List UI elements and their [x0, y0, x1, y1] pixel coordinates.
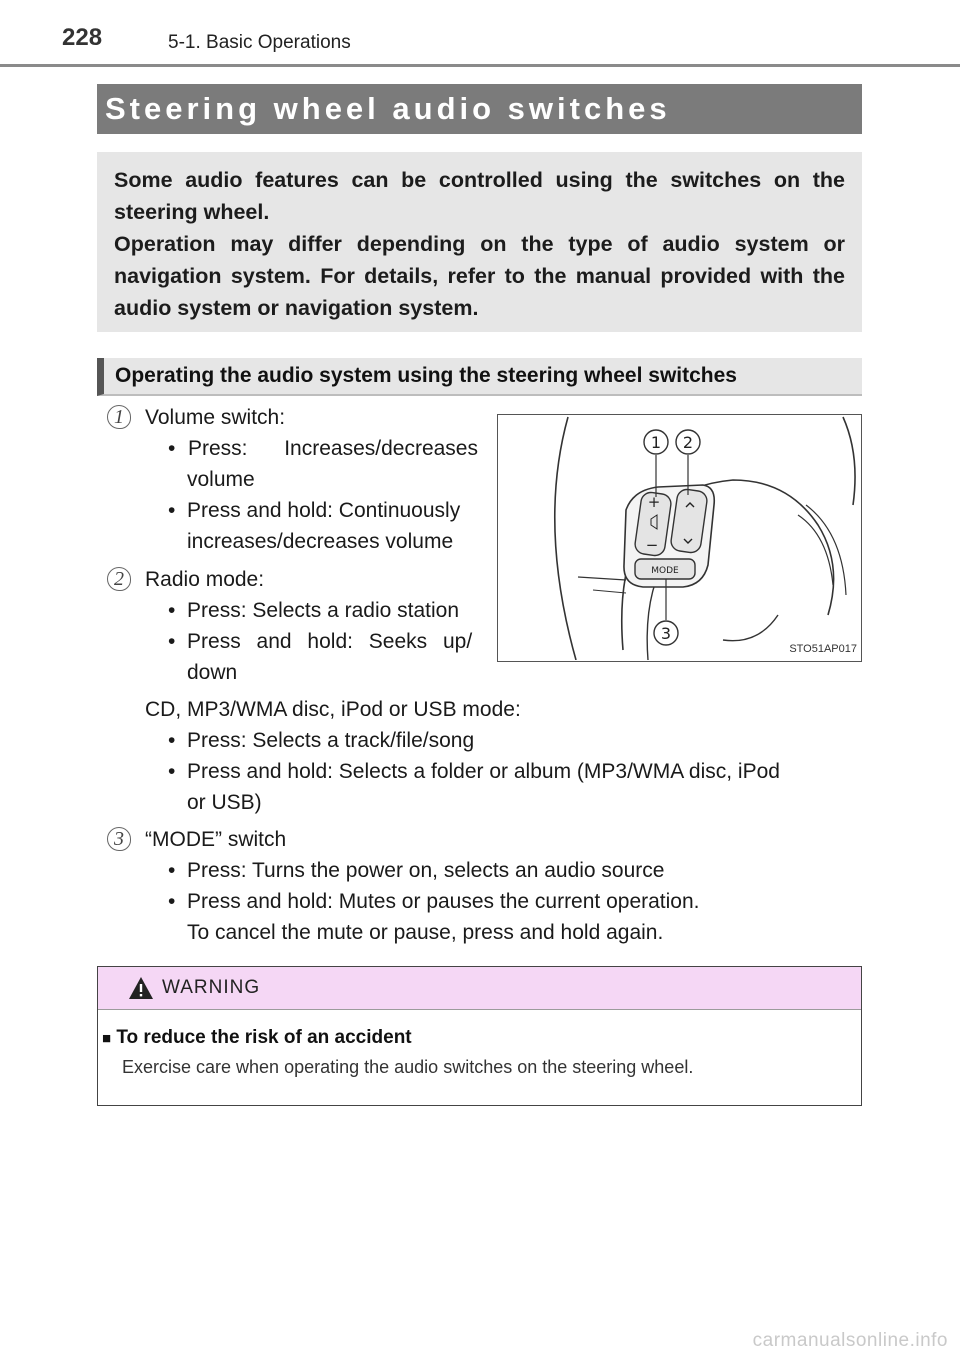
- bullet-text: Press: Selects a radio station: [187, 599, 459, 622]
- page-title: [97, 84, 862, 134]
- callout-1: 1: [650, 433, 662, 452]
- footer-watermark: carmanualsonline.info: [752, 1330, 948, 1351]
- bullet-continuation: down: [187, 661, 238, 684]
- warning-header: [98, 967, 861, 1010]
- item-number-badge: 2: [107, 567, 131, 591]
- steering-switch-illustration: [497, 414, 862, 662]
- warning-item-title: ■ To reduce the risk of an accident: [102, 1027, 412, 1048]
- bullet-dot: •: [168, 890, 188, 913]
- list-item: [168, 595, 459, 626]
- bullet-dot: •: [168, 499, 188, 522]
- bullet-dot: •: [168, 729, 188, 752]
- bullet-continuation: volume: [187, 468, 255, 491]
- figure-caption: STO51AP017: [789, 643, 857, 655]
- bullet-text: Press: Selects a track/file/song: [187, 729, 475, 752]
- bullet-text: Press and hold: Seeks up/: [187, 630, 473, 653]
- intro-line-1: Some audio features can be controlled using the switches on the steering wheel.: [114, 168, 845, 224]
- list-item: [168, 725, 474, 756]
- item-title: Radio mode:: [145, 568, 265, 591]
- bullet-text: Press and hold: Selects a folder or album (MP3/WMA disc, iPod: [187, 760, 780, 783]
- callout-2: 2: [682, 433, 694, 452]
- page-title-text: Steering wheel audio switches: [105, 91, 671, 126]
- intro-box: [97, 152, 862, 332]
- list-item: [168, 495, 460, 526]
- section-label: 5-1. Basic Operations: [168, 32, 351, 53]
- bullet-continuation: increases/decreases volume: [187, 530, 454, 553]
- bullet-continuation: To cancel the mute or pause, press and hold again.: [187, 921, 664, 944]
- bullet-dot: •: [168, 437, 176, 460]
- callout-3: 3: [660, 624, 672, 643]
- bullet-dot: •: [168, 599, 188, 622]
- steering-wheel-drawing: [498, 415, 860, 660]
- item-number-badge: 3: [107, 827, 131, 851]
- warning-triangle-icon: [128, 976, 154, 1000]
- svg-text:+: +: [647, 493, 661, 511]
- header-divider: [0, 64, 960, 67]
- list-item: [168, 855, 664, 886]
- square-bullet-icon: ■: [102, 1030, 112, 1047]
- bullet-continuation: or USB): [187, 791, 262, 814]
- item-title: Volume switch:: [145, 406, 286, 429]
- bullet-dot: •: [168, 630, 188, 653]
- warning-item-text: Exercise care when operating the audio switches on the steering wheel.: [122, 1057, 694, 1077]
- page-number: 228: [62, 24, 103, 51]
- list-item: [168, 886, 700, 917]
- intro-line-2: Operation may differ depending on the type of audio system or navigation system. For details, refer to the manual provided with the audio system or navigation system.: [114, 232, 845, 320]
- warning-label: WARNING: [162, 977, 261, 998]
- item-title: “MODE” switch: [145, 828, 287, 851]
- page-header: [0, 0, 960, 70]
- item-title: CD, MP3/WMA disc, iPod or USB mode:: [145, 698, 521, 721]
- bullet-text: Press and hold: Mutes or pauses the current operation.: [187, 890, 700, 913]
- bullet-text: Press: Increases/decreases: [188, 437, 478, 460]
- bullet-dot: •: [168, 760, 188, 783]
- section-subheading: [97, 358, 862, 396]
- bullet-text: Press: Turns the power on, selects an audio source: [187, 859, 665, 882]
- item-number-badge: 1: [107, 405, 131, 429]
- svg-text:−: −: [645, 536, 659, 554]
- bullet-text: Press and hold: Continuously: [187, 499, 461, 522]
- subheading-text: Operating the audio system using the steering wheel switches: [115, 364, 737, 387]
- bullet-dot: •: [168, 859, 188, 882]
- mode-label: MODE: [651, 566, 679, 576]
- list-item: [168, 756, 780, 787]
- warning-box: [97, 966, 862, 1106]
- list-item: [168, 626, 476, 657]
